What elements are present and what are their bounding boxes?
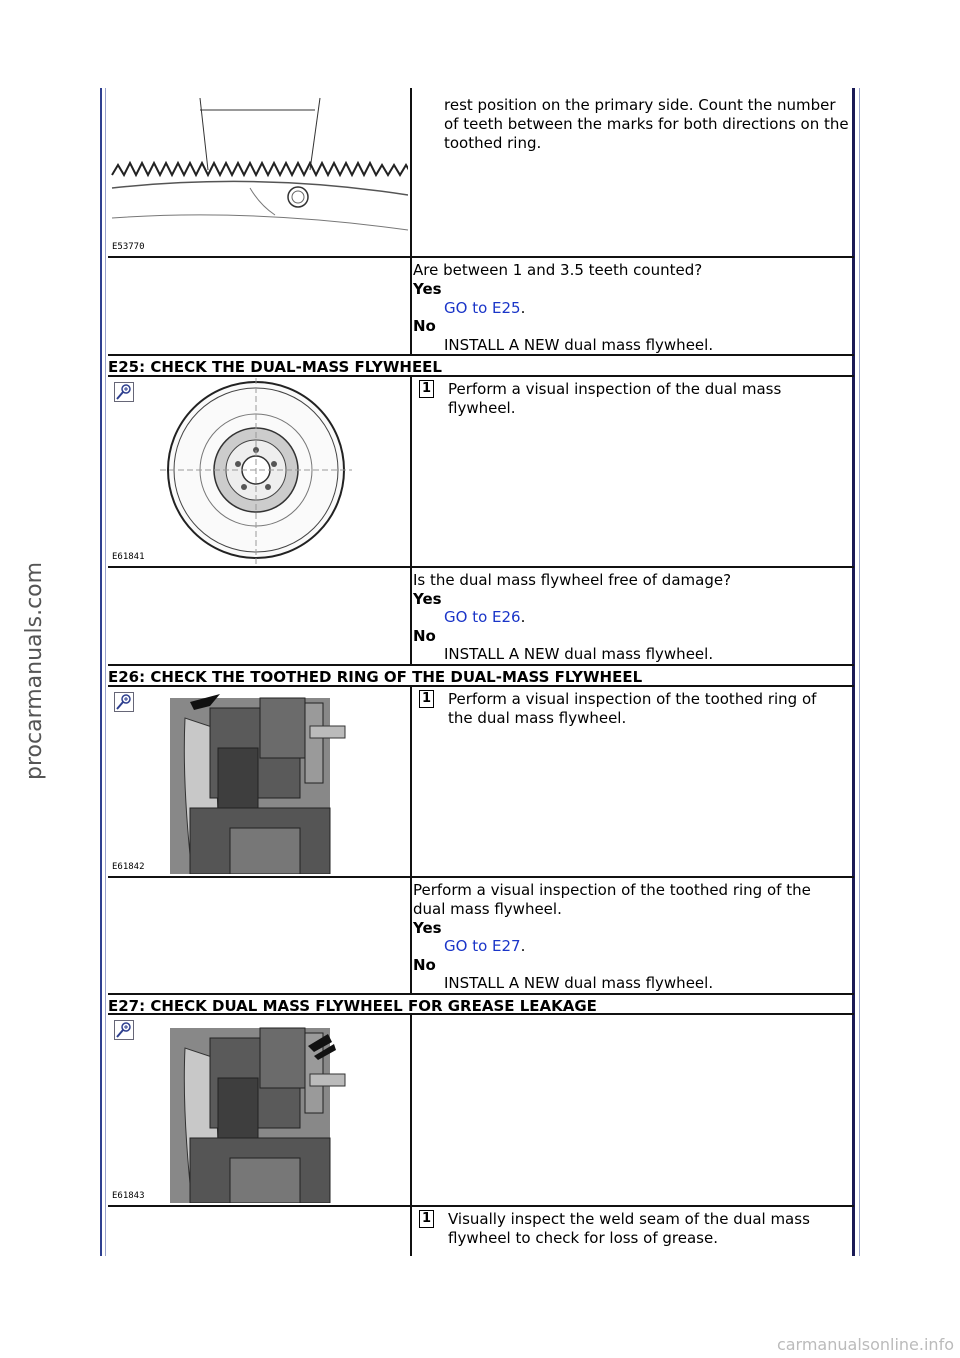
toothed-ring-section-figure [110,688,408,874]
period: . [520,299,526,317]
row-divider [108,876,854,878]
period: . [520,937,526,955]
no-label: No [413,317,436,335]
go-to-e27-link-text[interactable]: GO to E27 [444,937,521,955]
left-margin-rule-thin [105,88,106,1256]
no-label: No [413,956,436,974]
column-divider [410,256,412,356]
toothed-ring-figure [110,90,408,254]
toothed-ring-cross-section [110,688,408,874]
row-divider [108,993,854,995]
right-margin-rule-thin [859,88,860,1256]
row-divider [108,256,854,258]
step-number-badge: 1 [419,690,434,708]
section-heading-e27: E27: CHECK DUAL MASS FLYWHEEL FOR GREASE LEAKAGE [108,997,597,1015]
left-margin-rule [100,88,102,1256]
go-to-e25-link-text[interactable]: GO to E25 [444,299,521,317]
step-text: Perform a visual inspection of the dual mass flywheel. [448,380,782,417]
go-to-e26-link-text[interactable]: GO to E26 [444,608,521,626]
zoom-icon[interactable] [114,1020,134,1040]
side-watermark: procarmanuals.com [22,561,47,780]
step-number-badge: 1 [419,1210,434,1228]
zoom-icon[interactable] [114,692,134,712]
footer-watermark: carmanualsonline.info [776,1335,954,1354]
figure-id: E61841 [112,552,145,562]
yes-label: Yes [413,919,442,937]
question-text: Perform a visual inspection of the toothed ring of the dual mass flywheel. [413,881,811,918]
column-divider [410,88,412,256]
step-text: Perform a visual inspection of the toothed ring of the dual mass flywheel. [448,690,817,727]
no-action-text: INSTALL A NEW dual mass flywheel. [444,645,714,663]
column-divider [410,375,412,665]
figure-id: E61843 [112,1191,145,1201]
right-margin-rule [852,88,855,1256]
figure-id: E53770 [112,242,145,252]
zoom-icon[interactable] [114,382,134,402]
instruction-text: rest position on the primary side. Count the number of teeth between the marks for both directions on the toothed ring. [444,96,849,152]
go-to-e26-link[interactable] [444,608,525,627]
weld-seam-cross-section [110,1016,408,1203]
yes-label: Yes [413,590,442,608]
go-to-e27-link[interactable] [444,937,525,956]
flywheel-figure [110,378,408,564]
yes-label: Yes [413,280,442,298]
step-number-badge: 1 [419,380,434,398]
section-heading-e26: E26: CHECK THE TOOTHED RING OF THE DUAL-MASS FLYWHEEL [108,668,643,686]
step-text: Visually inspect the weld seam of the dual mass flywheel to check for loss of grease. [448,1210,810,1247]
question-text: Is the dual mass flywheel free of damage? [413,571,732,589]
go-to-e25-link[interactable] [444,299,525,318]
column-divider [410,1013,412,1256]
row-divider [108,566,854,568]
period: . [520,608,526,626]
row-divider [108,664,854,666]
no-action-text: INSTALL A NEW dual mass flywheel. [444,974,714,992]
no-action-text: INSTALL A NEW dual mass flywheel. [444,336,714,354]
column-divider [410,685,412,995]
figure-id: E61842 [112,862,145,872]
flywheel-illustration [110,378,408,564]
toothed-ring-illustration [110,90,408,254]
row-divider [108,1205,854,1207]
grease-leakage-figure [110,1016,408,1203]
section-heading-e25: E25: CHECK THE DUAL-MASS FLYWHEEL [108,358,442,376]
no-label: No [413,627,436,645]
question-text: Are between 1 and 3.5 teeth counted? [413,261,703,279]
